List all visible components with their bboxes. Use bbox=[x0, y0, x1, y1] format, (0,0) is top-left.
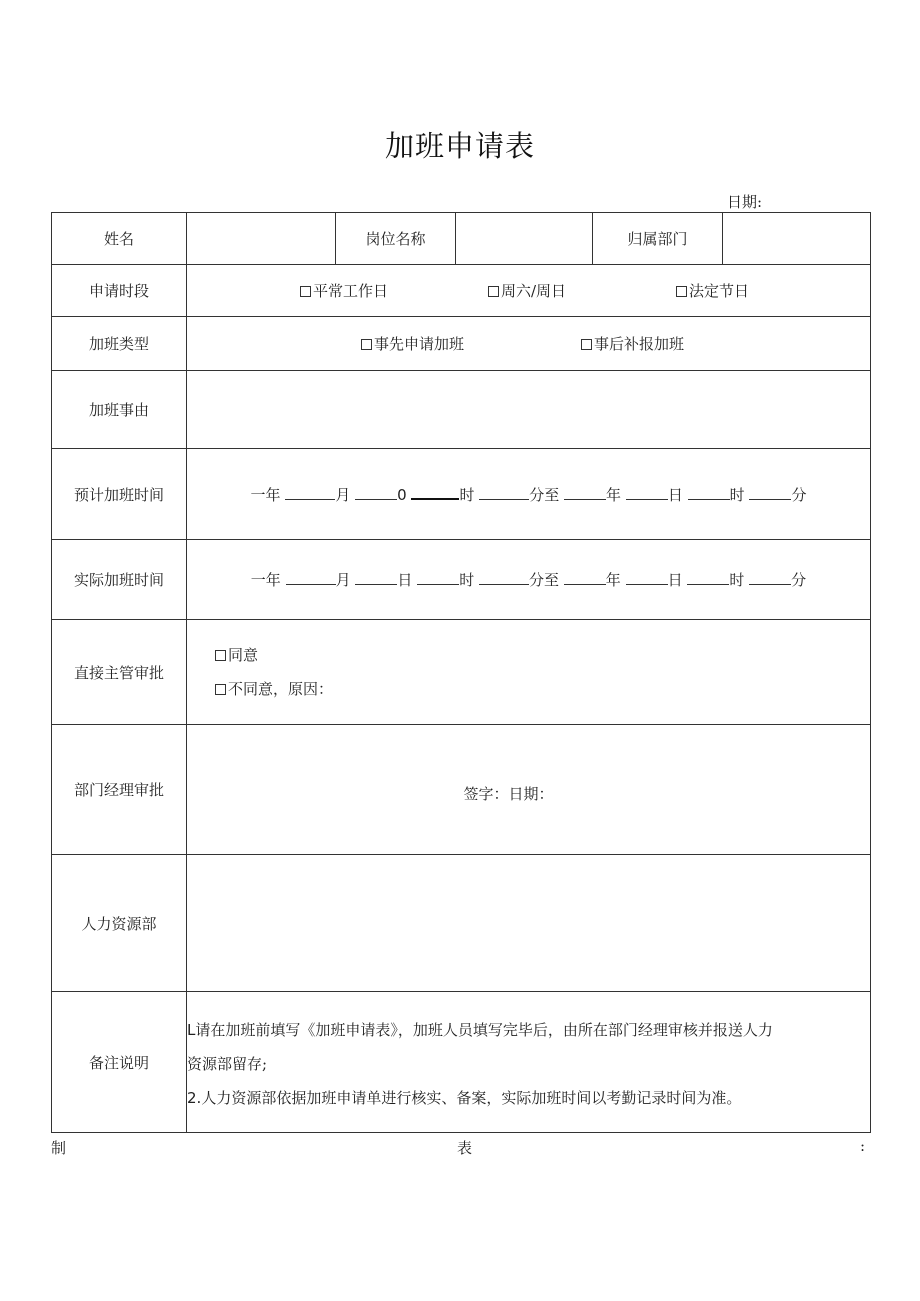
type-option-after[interactable]: 事后补报加班 bbox=[581, 333, 684, 354]
blank-field[interactable] bbox=[479, 570, 529, 585]
row-period bbox=[52, 265, 871, 317]
blank-field[interactable] bbox=[626, 570, 668, 585]
note-1: L请在加班前填写《加班申请表》，加班人员填写完毕后，由所在部门经理审核并报送人力 bbox=[187, 1021, 773, 1039]
planned-time-label: 预计加班时间 bbox=[52, 449, 187, 540]
row-notes bbox=[52, 992, 871, 1133]
row-actual-time bbox=[52, 540, 871, 620]
row-reason bbox=[52, 371, 871, 449]
notes-label: 备注说明 bbox=[52, 992, 187, 1133]
checkbox-icon[interactable] bbox=[676, 286, 687, 297]
note-2: 2.人力资源部依据加班申请单进行核实、备案，实际加班时间以考勤记录时间为准。 bbox=[187, 1089, 742, 1107]
blank-field[interactable] bbox=[286, 570, 336, 585]
row-type bbox=[52, 317, 871, 371]
supervisor-options bbox=[187, 620, 871, 725]
row-planned-time bbox=[52, 449, 871, 540]
type-option-advance[interactable]: 事先申请加班 bbox=[361, 333, 464, 354]
checkbox-icon[interactable] bbox=[215, 650, 226, 661]
name-field[interactable] bbox=[187, 213, 336, 265]
blank-field[interactable] bbox=[749, 570, 791, 585]
notes-content bbox=[187, 992, 871, 1133]
period-label: 申请时段 bbox=[52, 265, 187, 317]
actual-time-fields[interactable]: 一年 月 日 时 分至 年 日 时 分 bbox=[187, 540, 871, 620]
planned-time-fields[interactable]: 一年 月 0 时 分至 年 日 时 分 bbox=[187, 449, 871, 540]
blank-field[interactable] bbox=[411, 484, 459, 500]
period-options bbox=[187, 265, 871, 317]
row-hr bbox=[52, 855, 871, 992]
period-option-holiday[interactable]: 法定节日 bbox=[676, 280, 749, 301]
blank-field[interactable] bbox=[688, 485, 730, 500]
checkbox-icon[interactable] bbox=[581, 339, 592, 350]
position-label: 岗位名称 bbox=[336, 213, 456, 265]
checkbox-icon[interactable] bbox=[488, 286, 499, 297]
footer-colon: : bbox=[860, 1137, 866, 1155]
hr-field[interactable] bbox=[187, 855, 871, 992]
page-title: 加班申请表 bbox=[384, 129, 535, 163]
blank-field[interactable] bbox=[355, 570, 397, 585]
supervisor-agree-option[interactable]: 同意 bbox=[215, 638, 870, 672]
manager-label: 部门经理审批 bbox=[52, 725, 187, 855]
reason-label: 加班事由 bbox=[52, 371, 187, 449]
blank-field[interactable] bbox=[626, 485, 668, 500]
note-1-continued: 资源部留存; bbox=[187, 1055, 268, 1073]
dept-label: 归属部门 bbox=[593, 213, 723, 265]
blank-field[interactable] bbox=[285, 485, 335, 500]
overtime-form-table bbox=[51, 212, 871, 1133]
blank-field[interactable] bbox=[749, 485, 791, 500]
hr-label: 人力资源部 bbox=[52, 855, 187, 992]
checkbox-icon[interactable] bbox=[215, 684, 226, 695]
manager-field[interactable] bbox=[187, 725, 871, 855]
blank-field[interactable] bbox=[479, 485, 529, 500]
type-options bbox=[187, 317, 871, 371]
row-basic-info bbox=[52, 213, 871, 265]
checkbox-icon[interactable] bbox=[300, 286, 311, 297]
row-manager-approval bbox=[52, 725, 871, 855]
blank-field[interactable] bbox=[355, 485, 397, 500]
footer-table-label: 表 bbox=[457, 1139, 473, 1157]
row-supervisor-approval bbox=[52, 620, 871, 725]
manager-signature-label: 签字：日期： bbox=[463, 785, 554, 803]
blank-field[interactable] bbox=[417, 570, 459, 585]
checkbox-icon[interactable] bbox=[361, 339, 372, 350]
actual-time-label: 实际加班时间 bbox=[52, 540, 187, 620]
blank-field[interactable] bbox=[564, 570, 606, 585]
position-field[interactable] bbox=[456, 213, 593, 265]
period-option-weekend[interactable]: 周六/周日 bbox=[488, 280, 566, 301]
period-option-weekday[interactable]: 平常工作日 bbox=[300, 280, 388, 301]
supervisor-disagree-option[interactable]: 不同意，原因： bbox=[215, 672, 870, 706]
dept-field[interactable] bbox=[723, 213, 871, 265]
blank-field[interactable] bbox=[687, 570, 729, 585]
supervisor-label: 直接主管审批 bbox=[52, 620, 187, 725]
footer-maker-label: 制 bbox=[51, 1139, 67, 1157]
reason-field[interactable] bbox=[187, 371, 871, 449]
date-label: 日期: bbox=[727, 193, 763, 211]
type-label: 加班类型 bbox=[52, 317, 187, 371]
name-label: 姓名 bbox=[52, 213, 187, 265]
blank-field[interactable] bbox=[564, 485, 606, 500]
